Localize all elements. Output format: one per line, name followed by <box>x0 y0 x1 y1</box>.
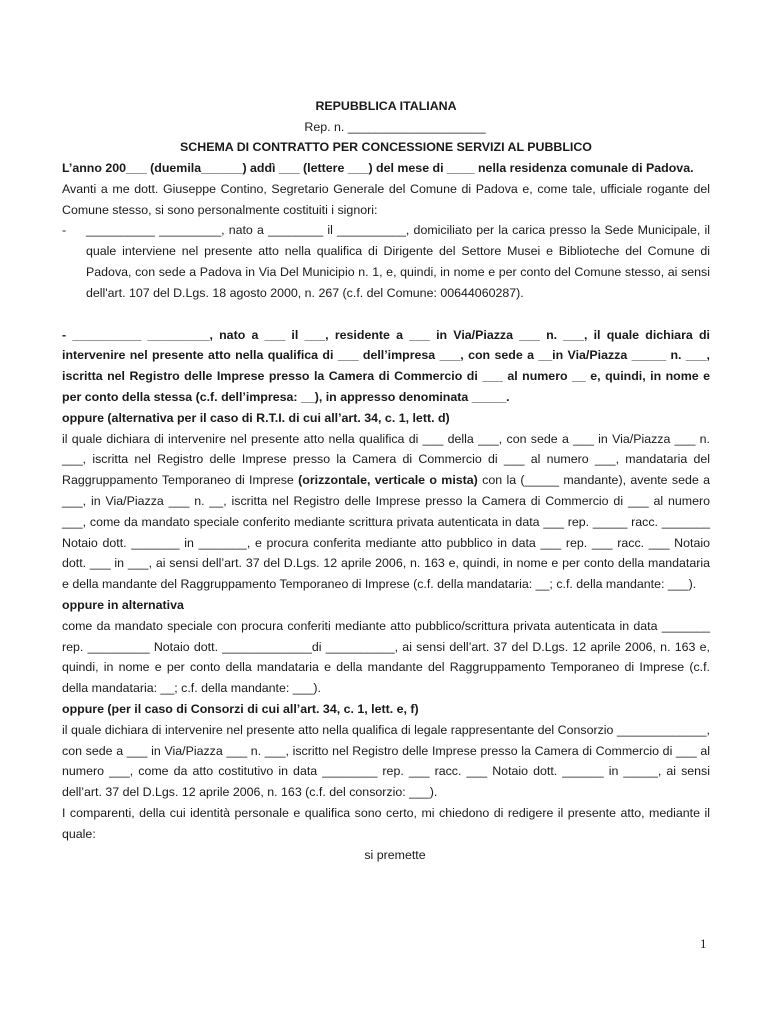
comparenti-paragraph: I comparenti, della cui identità personale e qualifica sono certo, mi chiedono di redigere il presente atto, mediante il quale: <box>62 805 710 841</box>
party-2-paragraph: - __________ _________, nato a ___ il ___, residente a ___ in Via/Piazza ___ n. ___, il quale dichiara di intervenire nel presente atto nella qualifica di ___ dell’impresa ___, con sede a __in Via/Piazza _____ n. ___, iscritta nel Registro delle Imprese presso la Camera di Commercio di ___ al numero __ e, quindi, in nome e per conto della stessa (c.f. dell’impresa: __), in appresso denominata _____. <box>62 327 710 404</box>
spacer <box>62 304 710 325</box>
party-1-paragraph: __________ _________, nato a ________ il __________, domiciliato per la carica presso la Sede Municipale, il quale interviene nel presente atto nella qualifica di Dirigente del Settore Musei e Biblioteche del Comune di Padova, con sede a Padova in Via Del Municipio n. 1, e, quindi, in nome e per conto del Comune stesso, ai sensi dell'art. 107 del D.Lgs. 18 agosto 2000, n. 267 (c.f. del Comune: 00644060287). <box>86 223 710 300</box>
rti-text-c: con la (_____ mandante), avente sede a ___, in Via/Piazza ___ n. __, iscritta nel Registro delle Imprese presso la Camera di Commercio di ___ al numero ___, come da mandato speciale conferito mediante scrittura privata autenticata in data ___ rep. _____ racc. _______ Notaio dott. _______ in _______, e procura conferita mediante atto pubblico in data ___ rep. ___ racc. ___ Notaio dott. ___ in ___, ai sensi dell’art. 37 del D.Lgs. 12 aprile 2006, n. 163 e, quindi, in nome e per conto della mandataria e della mandante del Raggruppamento Temporaneo di Imprese (c.f. della mandataria: __; c.f. della mandante: ___). <box>62 473 710 592</box>
date-paragraph: L’anno 200___ (duemila______) addì ___ (lettere ___) del mese di ____ nella residenza comunale di Padova. <box>62 161 694 175</box>
repertorio-line: Rep. n. ____________________ <box>304 120 486 134</box>
rti-alternative-heading: oppure (alternativa per il caso di R.T.I. di cui all’art. 34, c. 1, lett. d) <box>62 410 450 425</box>
party-1-item <box>62 220 710 303</box>
page-number: 1 <box>700 936 707 951</box>
list-dash: - <box>62 223 67 238</box>
rti-text-a: il quale dichiara di intervenire nel presente atto nella qualifica di ___ della ___, con sede a ___ in Via/Piazza ___ n. ___, iscritta nel Registro delle Imprese presso la Camera di Commercio di ___ al numero ___, mandataria del Raggruppamento Temporaneo di Imprese <box>62 431 710 488</box>
rti-text-bold: (orizzontale, verticale o mista) <box>298 473 478 488</box>
mandate-paragraph: come da mandato speciale con procura conferiti mediante atto pubblico/scrittura privata autenticata in data _______ rep. _________ Notaio dott. _____________di __________, ai sensi dell’art. 37 del D.Lgs. 12 aprile 2006, n. 163 e, quindi, in nome e per conto della mandataria e della mandante del Raggruppamento Temporaneo di Imprese (c.f. della mandataria: __; c.f. della mandante: ___). <box>62 618 710 696</box>
si-premette-line: si premette <box>364 847 426 862</box>
document-body <box>62 158 710 865</box>
document-title: SCHEMA DI CONTRATTO PER CONCESSIONE SERVIZI AL PUBBLICO <box>180 140 592 154</box>
alternative-heading: oppure in alternativa <box>62 597 184 612</box>
consorzio-paragraph: il quale dichiara di intervenire nel presente atto nella qualifica di legale rappresentante del Consorzio _____________, con sede a ___ in Via/Piazza ___ n. ___, iscritto nel Registro delle Imprese presso la Camera di Commercio di ___ al numero ___, come da atto costitutivo in data ________ rep. ___ racc. ___ Notaio dott. ______ in _____, ai sensi dell’art. 37 del D.Lgs. 12 aprile 2006, n. 163 (c.f. del consorzio: ___). <box>62 722 710 800</box>
intro-paragraph: Avanti a me dott. Giuseppe Contino, Segretario Generale del Comune di Padova e, come tale, ufficiale rogante del Comune stesso, si sono personalmente costituiti i signori: <box>62 181 710 217</box>
document-heading: REPUBBLICA ITALIANA <box>315 99 457 113</box>
consorzi-heading: oppure (per il caso di Consorzi di cui all’art. 34, c. 1, lett. e, f) <box>62 701 419 716</box>
rti-paragraph <box>62 429 710 595</box>
